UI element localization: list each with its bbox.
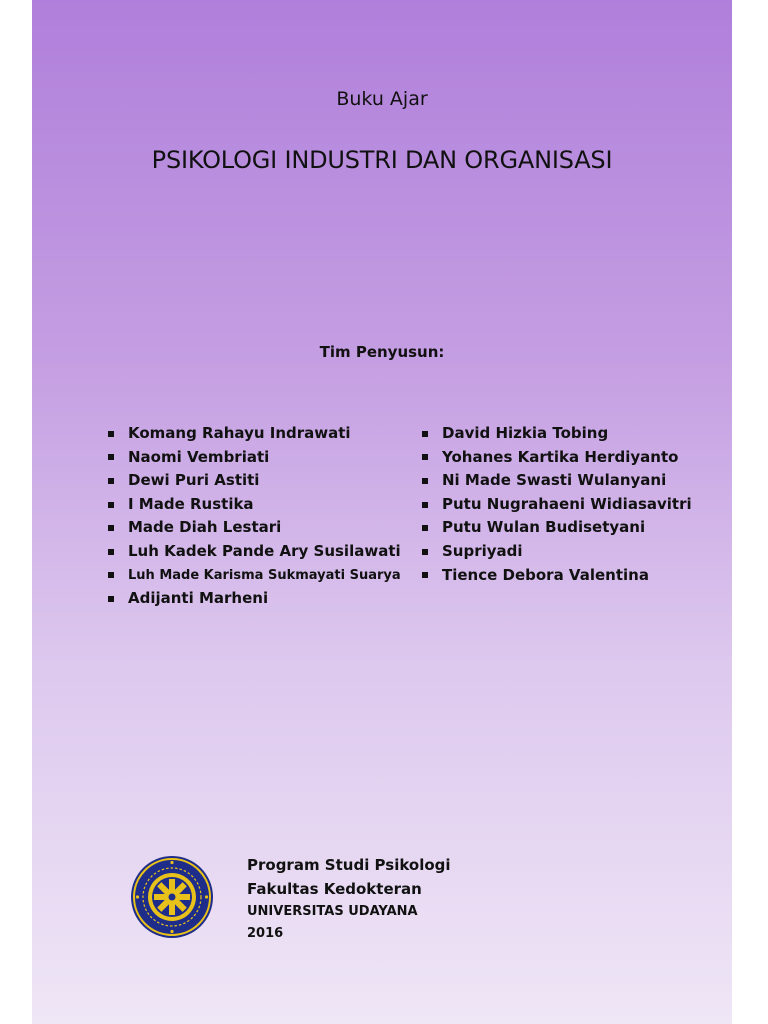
bullet-icon xyxy=(108,572,114,578)
author-item: I Made Rustika xyxy=(108,493,401,517)
bullet-icon xyxy=(108,502,114,508)
author-item: Naomi Vembriati xyxy=(108,446,401,470)
author-item: Komang Rahayu Indrawati xyxy=(108,422,401,446)
book-subtitle: Buku Ajar xyxy=(336,88,428,110)
publication-year: 2016 xyxy=(247,926,284,941)
faculty-name: Fakultas Kedokteran xyxy=(247,880,422,898)
author-item: Luh Made Karisma Sukmayati Suarya xyxy=(108,564,401,588)
author-item: Tience Debora Valentina xyxy=(422,564,692,588)
university-seal-icon xyxy=(130,855,214,939)
author-item: Adijanti Marheni xyxy=(108,587,401,611)
team-label: Tim Penyusun: xyxy=(319,343,445,361)
bullet-icon xyxy=(108,454,114,460)
bullet-icon xyxy=(422,502,428,508)
program-name: Program Studi Psikologi xyxy=(247,856,451,874)
bullet-icon xyxy=(108,431,114,437)
bullet-icon xyxy=(422,525,428,531)
author-list-right xyxy=(422,422,692,587)
author-item: Ni Made Swasti Wulanyani xyxy=(422,469,692,493)
author-item: Supriyadi xyxy=(422,540,692,564)
author-list-left xyxy=(108,422,401,611)
author-item: Yohanes Kartika Herdiyanto xyxy=(422,446,692,470)
bullet-icon xyxy=(108,525,114,531)
bullet-icon xyxy=(422,454,428,460)
bullet-icon xyxy=(422,478,428,484)
book-cover xyxy=(32,0,732,1024)
author-item: Putu Nugrahaeni Widiasavitri xyxy=(422,493,692,517)
author-item: Made Diah Lestari xyxy=(108,516,401,540)
author-item: Dewi Puri Astiti xyxy=(108,469,401,493)
book-title: PSIKOLOGI INDUSTRI DAN ORGANISASI xyxy=(151,146,613,174)
bullet-icon xyxy=(422,572,428,578)
university-name: UNIVERSITAS UDAYANA xyxy=(247,904,418,919)
bullet-icon xyxy=(108,478,114,484)
bullet-icon xyxy=(422,431,428,437)
bullet-icon xyxy=(108,549,114,555)
author-item: Putu Wulan Budisetyani xyxy=(422,516,692,540)
bullet-icon xyxy=(422,549,428,555)
bullet-icon xyxy=(108,596,114,602)
institution-block xyxy=(247,853,451,945)
author-item: David Hizkia Tobing xyxy=(422,422,692,446)
author-item: Luh Kadek Pande Ary Susilawati xyxy=(108,540,401,564)
